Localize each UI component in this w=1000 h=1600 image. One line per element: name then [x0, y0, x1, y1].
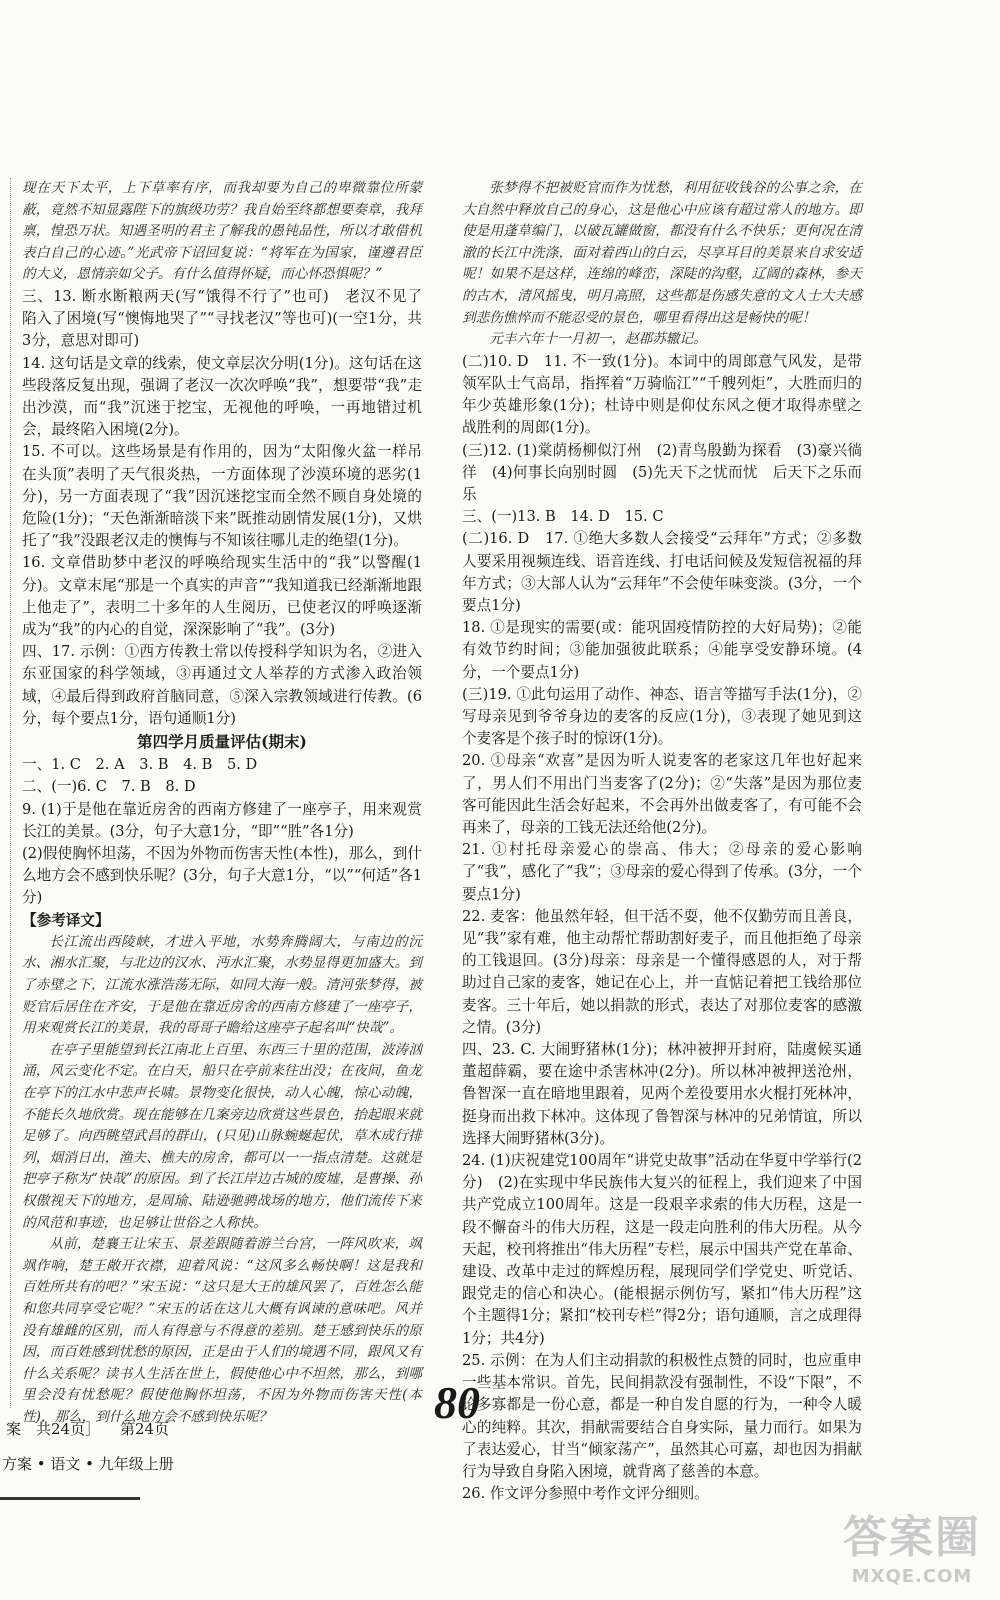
answer-12: (三)12. (1)棠荫杨柳似汀州 (2)青鸟殷勤为探看 (3)豪兴徜徉 (4)何事长向别时圆 (5)先天下之忧而忧 后天下之乐而乐 [462, 441, 862, 503]
page-number: 80 [434, 1377, 480, 1428]
translation-signature: 元丰六年十一月初一，赵郡苏辙记。 [489, 331, 707, 348]
answer-10-11: (二)10. D 11. 不一致(1分)。本词中的周郎意气风发，是带领军队士气高昂，指挥着“万骑临江”“千艘列炬”，大胜而归的年少英雄形象(1分)；杜诗中则是仰仗东风之便才取得赤壁之战胜利的周郎(1分)。 [462, 352, 862, 437]
answer-9-2: (2)假使胸怀坦荡，不因为外物而伤害天性(本性)，那么，到什么地方会不感到快乐呢？(3分，句子大意1分，“以”“何适”各1分) [22, 845, 422, 907]
answer-16: 16. 文章借助梦中老汉的呼唤给现实生活中的“我”以警醒(1分)。文章末尾“那是一个真实的声音”“我知道我已经渐渐地跟上他走了”，表明二十多年的人生阅历，已使老汉的呼唤逐渐成为“我”的内心的自觉，深深影响了“我”。(3分) [22, 554, 422, 639]
reference-translation-label: 【参考译文】 [22, 911, 110, 929]
translation-paragraph: 张梦得不把被贬官而作为忧愁，利用征收钱谷的公事之余，在大自然中释放自己的身心，这是他心中应该有超过常人的地方。即使是用蓬草编门，以破瓦罐做窗，都没有什么不快乐；更何况在清澈的长江中洗涤，面对着西山的白云，尽享耳目的美景来自求安适呢！如果不是这样，连绵的峰峦，深陡的沟壑，辽阔的森林，参天的古木，清风摇曳，明月高照，这些都是伤感失意的文人士大夫感到悲伤憔悴而不能忍受的景色，哪里看得出这是畅快的呢！ [462, 180, 862, 326]
answer-20: 20. ①母亲“欢喜”是因为听人说麦客的老家这几年也好起来了，男人们不用出门当麦客了(2分)；②“失落”是因为那位麦客可能因此生活会好起来，不会再外出做麦客了，有可能不会再来了，母亲的工钱无法还给他(2分)。 [462, 752, 862, 837]
answer-13: 三、13. 断水断粮两天(写“饿得不行了”也可) 老汉不见了 陷入了困境(写“懊悔地哭了”“寻找老汉”等也可)(一空1分，共3分，意思对即可) [22, 287, 437, 350]
answer-16-17: (二)16. D 17. ①绝大多数人会接受“云拜年”方式；②多数人要采用视频连线、语音连线、打电话问候及发短信祝福的拜年方式；③大部人认为“云拜年”不会使年味变淡。(3分，一个要点1分) [462, 530, 862, 614]
watermark-url: MXQE.COM [851, 1566, 973, 1587]
answer-22: 22. 麦客：他虽然年轻，但干活不耍，他不仅勤劳而且善良，见“我”家有难，他主动帮忙帮助割好麦子，而且他拒绝了母亲的工钱退回。(3分)母亲：母亲是一个懂得感恩的人，对于帮助过自己家的麦客，她记在心上，并一直惦记着把工钱给那位麦客。三十年后，她以捐款的形式，表达了对那位麦客的感激之情。(3分) [462, 907, 862, 1036]
answer-15: 15. 不可以。这些场景是有作用的，因为“太阳像火盆一样吊在头顶”表明了天气很炎热，一方面体现了沙漠环境的恶劣(1分)，另一方面表现了“我”因沉迷挖宝而全然不顾自身处境的危险(1分)；“天色渐渐暗淡下来”既推动剧情发展(1分)，又烘托了“我”没跟老汉走的懊悔与不知该往哪儿走的绝望(1分)。 [22, 443, 422, 550]
answer-25: 25. 示例：在为人们主动捐款的积极性点赞的同时，也应重申一些基本常识。首先，民间捐款没有强制性，不设“下限”，不论多寡都是一份心意，都是一种自发自愿的行为，一种令人暖心的纯粹。其次，捐献需要结合自身实际，量力而行。如果为了表达爱心，甘当“倾家荡产”，虽然其心可嘉，却也因为捐献行为导致自身陷入困境，就背离了慈善的本意。 [462, 1351, 862, 1480]
translation-paragraph: 现在天下太平，上下草率有序，而我却要为自己的卑微靠位所蒙蔽，竟然不知显露陛下的旗级功劳？我自始至终都想要奏章，我拜禀，惶恐万状。知遇圣明的君主了解我的愚钝品性，所以才敢借机表白自己的心迹。”光武帝下诏回复说：“将军在为国家，谨遵君臣的大义，恩情亲如父子。有什么值得怀疑，而心怀恐惧呢？” [22, 180, 422, 283]
watermark [832, 1510, 992, 1594]
answer-19: (三)19. ①此句运用了动作、神态、语言等描写手法(1分)，②写母亲见到爷爷身边的麦客的反应(1分)，③表现了她见到这个麦客是个孩子时的惊讶(1分)。 [462, 685, 862, 748]
translation-paragraph: 从前，楚襄王让宋玉、景差跟随着游兰台宫，一阵风吹来，飒飒作响，楚王敞开衣襟，迎着风说：“这风多么畅快啊！这是我和百姓所共有的吧？”宋玉说：“这只是大王的雄风罢了，百姓怎么能和您共同享受它呢？”宋玉的话在这儿大概有讽谏的意味吧。风并没有雄雌的区别，而人有得意与不得意的差别。楚王感到快乐的原因，而百姓感到忧愁的原因，正是由于人们的境遇不同，跟风又有什么关系呢？读书人生活在世上，假使他心中不坦然，那么，到哪里会没有忧愁呢？假使他胸怀坦荡，不因为外物而伤害天性(本性)，那么，到什么地方会不感到快乐呢？ [22, 1236, 422, 1425]
bottom-rule [0, 1497, 140, 1500]
section-title: 第四学月质量评估(期末) [137, 732, 307, 752]
translation-paragraph: 长江流出西陵峡，才进入平地，水势奔腾阔大，与南边的沅水、湘水汇聚，与北边的汉水、沔水汇聚，水势显得更加盛大。到了赤壁之下，江流水涨浩荡无际，如同大海一般。清河张梦得，被贬官后居住在齐安，于是他在靠近房舍的西南方修建了一座亭子，用来观赏长江的美景，我的哥哥子瞻给这座亭子起名叫“快哉”。 [22, 933, 422, 1037]
answer-6-8: 二、(一)6. C 7. B 8. D [22, 778, 196, 796]
answer-13-15: 三、(一)13. B 14. D 15. C [462, 508, 664, 526]
right-column [462, 178, 862, 1505]
translation-paragraph: 在亭子里能望到长江南北上百里、东西三十里的范围，波涛汹涌，风云变化不定。在白天，船只在亭前来往出没；在夜间，鱼龙在亭下的江水中悲声长啸。景物变化很快，动人心魄，惊心动魄，不能长久地欣赏。现在能够在几案旁边欣赏这些景色，抬起眼来就足够了。向西眺望武昌的群山，(只见)山脉蜿蜒起伏，草木成行排列，烟消日出，渔夫、樵夫的房舍，都可以一一指点清楚。这就是把亭子称为“快哉”的原因。到了长江岸边古城的废墟，是曹操、孙权傲视天下的地方，是周瑜、陆逊驰骋战场的地方，他们流传下来的风范和事迹，也足够让世俗之人称快。 [22, 1041, 422, 1231]
answer-26: 26. 作文评分参照中考作文评分细则。 [462, 1485, 709, 1503]
footer-page-count: 案 共24页］ [6, 1420, 101, 1438]
answer-9-1: 9. (1)于是他在靠近房舍的西南方修建了一座亭子，用来观赏长江的美景。(3分，句子大意1分，“即”“胜”各1分) [22, 800, 422, 840]
answer-23: 四、23. C. 大闹野猪林(1分)；林冲被押开封府，陆虞候买通董超薛霸，要在途中杀害林冲(2分)。所以林冲被押送沧州，鲁智深一直在暗地里跟着，见两个差役要用水火棍打死林冲，挺身而出救下林冲。这体现了鲁智深与林冲的兄弟情谊，所以选择大闹野猪林(3分)。 [462, 1041, 862, 1147]
answer-1-5: 一、1. C 2. A 3. B 4. B 5. D [22, 756, 258, 774]
answer-21: 21. ①村托母亲爱心的崇高、伟大；②母亲的爱心影响了“我”，感化了“我”；③母亲的爱心得到了传承。(3分，一个要点1分) [462, 841, 862, 903]
answer-17: 四、17. 示例：①西方传教士常以传授科学知识为名，②进入东亚国家的科学领域，③再通过文人举荐的方式渗入政治领域，④最后得到政府首脑同意，⑤深入宗教领域进行传教。(6分，每个要点1分，语句通顺1分) [22, 643, 422, 727]
left-column [22, 178, 437, 1429]
binding-margin [0, 178, 11, 1408]
answer-14: 14. 这句话是文章的线索，使文章层次分明(1分)。这句话在这些段落反复出现，强调了老汉一次次呼唤“我”，想要带“我”走出沙漠，而“我”沉迷于挖宝，无视他的呼唤，一再地错过机会，最终陷入困境(2分)。 [22, 354, 422, 439]
answer-18: 18. ①是现实的需要(或：能巩固疫情防控的大好局势)；②能有效节约时间；③能加强彼此联系；④能享受安静环境。(4分，一个要点1分) [462, 619, 862, 681]
footer-book-title: 方案 • 语文 • 九年级上册 [2, 1455, 174, 1473]
footer-page-label: 第24页 [120, 1420, 170, 1438]
watermark-logo: 答案圈 [843, 1512, 981, 1563]
answer-24: 24. (1)庆祝建党100周年“讲党史故事”活动在华夏中学举行(2分) (2)在实现中华民族伟大复兴的征程上，我们迎来了中国共产党成立100周年。这是一段艰辛求索的伟大历程，这是一段不懈奋斗的伟大历程，这是一段走向胜利的伟大历程。从今天起，校刊将推出“伟大历程”专栏，展示中国共产党在革命、建设、改革中走过的辉煌历程，展现同学们学党史、听党话、跟党走的信心和决心。(能根据示例仿写，紧扣“伟大历程”这个主题得1分；紧扣“校刊专栏”得2分；语句通顺，言之成理得1分；共4分) [462, 1152, 862, 1347]
